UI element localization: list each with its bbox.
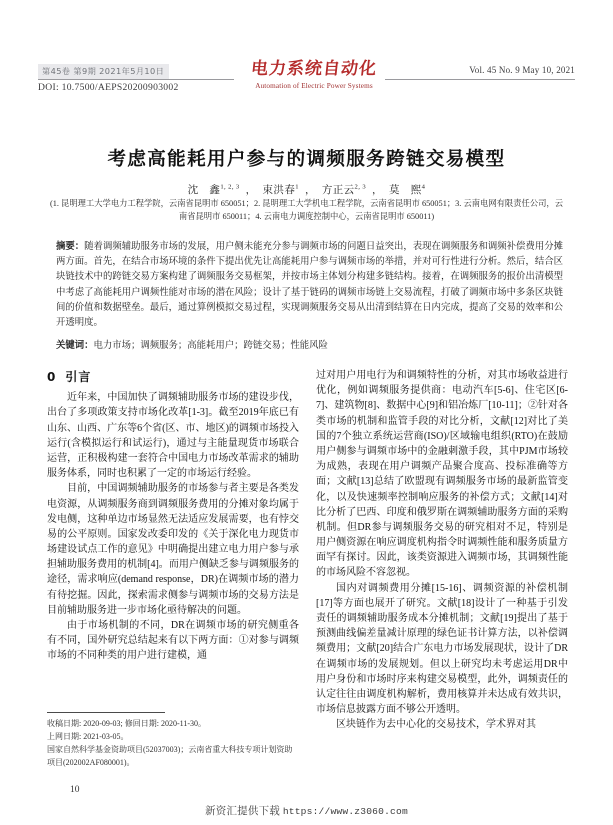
keywords-block [56,338,563,354]
abstract-text: 随着调频辅助服务市场的发展，用户侧未能充分参与调频市场的问题日益突出，表现在调频服务和调频补偿费用分摊两方面。首先，在结合市场环境的条件下提出优先让高能耗用户参与调频市场的举措，并对可行性进行分析。然后，结合区块链技术中的跨链交易方案构建了调频服务交易框架，并按市场主体划分构建多链结构。接着，在调频服务的报价出清模型中考虑了高能耗用户调频性能对市场的潜在风险；设计了基于链码的调频市场链上交易流程，打破了调频市场中多条区块链间的价值和数据壁垒。最后，通过算例模拟交易过程，实现调频服务交易从出清到结算在日内完成，提高了交易的效率和公开透明度。 [56,242,563,329]
body-column-left [47,368,299,664]
footnote-received-date: 收稿日期: 2020-09-03; 修回日期: 2020-11-30。 [47,719,207,728]
paragraph: 国内对调频费用分摊[15-16]、调频资源的补偿机制[17]等方面也展开了研究。文献[18]设计了一种基于引发责任的调频辅助服务成本分摊机制；文献[19]提出了基于预测曲线偏差量减计原理的绿色证书计算方法，以补偿调频费用；文献[20]结合广东电力市场发展现状，设计了DR在调频市场的发展规划。但以上研究均未考虑运用DR中用户身份和市场时序来构建交易模型，此外，调频责任的认定往往由调度机构解析，费用核算并未达成有效共识，市场信息披露方面不够公开透明。 [316,582,568,716]
author-name: 沈 鑫 [187,185,221,196]
journal-title-english: Automation of Electric Power Systems [255,81,373,90]
section-number: 0 [47,370,57,384]
footnote-block [47,718,299,770]
section-title: 引言 [65,370,92,384]
masthead [38,59,575,104]
paragraph: 由于市场机制的不同，DR在调频市场的研究侧重各有不同，国外研究总结起来有以下两方面：①对参与调频市场的不同种类的用户进行建模，通 [47,620,299,662]
journal-logo [234,58,394,90]
author-name: 束洪春 [262,185,296,196]
keywords-text: 电力市场；调频服务；高能耗用户；跨链交易；性能风险 [93,341,328,351]
keywords-label: 关键词： [56,340,94,351]
author-affil-marker: 1 [295,183,299,191]
paragraph: 目前，中国调频辅助服务的市场参与者主要是各类发电资源，从调频服务商到调频服务费用的分摊对象均属于发电侧，这种单边市场显然无法适应发展需要，也有悖交易的公平原则。国家发改委印发的《关于深化电力现货市场建设试点工作的意见》中明确提出建立电力用户参与承担辅助服务费用的机制[4]。而用户侧缺乏参与调频服务的途径，需求响应(demand response，DR)在调频市场的潜力有待挖掘。因此，探索需求侧参与调频市场的交易方法是目前辅助服务进一步市场化亟待解决的问题。 [47,483,299,616]
doi-text: DOI: 10.7500/AEPS20200903002 [38,82,179,93]
footnote-divider [47,712,165,713]
footnote-funding: 国家自然科学基金资助项目(52037003)；云南省重大科技专项计划资助项目(202002AF080001)。 [47,744,293,767]
volume-issue-english: Vol. 45 No. 9 May 10, 2021 [469,65,575,75]
author-affil-marker: 1, 2, 3 [220,183,240,191]
abstract-label: 摘要： [56,241,85,252]
author-affil-marker: 4 [421,183,426,191]
author-entry [188,185,240,196]
page-number: 10 [70,785,80,795]
download-watermark [0,803,613,818]
abstract-block [56,239,563,331]
paragraph: 过对用户用电行为和调频特性的分析，对其市场收益进行优化，例如调频服务提供商：电动汽车[5-6]、住宅区[6-7]、建筑物[8]、数据中心[9]和铝冶炼厂[10-11]；②针对各类市场的机制和监管手段的对比分析，文献[12]对比了美国的7个独立系统运营商(ISO)/区域输电组织(RTO)在鼓励用户侧参与调频市场中的金融刺激手段，其中PJM市场较为成熟，表现在用户调频产品聚合度高、投标准确等方面；文献[13]总结了欧盟现有调频服务市场的最新监管变化，以及快速频率控制响应服务的补偿方式；文献[14]对比分析了巴西、印度和俄罗斯在调频辅助服务方面的采购机制。但DR参与调频服务交易的研究相对不足，特别是用户侧资源在响应调度机构指令时调频性能和服务质量方面罕有探讨。因此，该类资源进入调频市场，其调频性能的市场风险不容忽视。 [316,370,568,579]
author-affiliations: (1. 昆明理工大学电力工程学院，云南省昆明市 650051；2. 昆明理工大学机电工程学院，云南省昆明市 650051；3. 云南电网有限责任公司，云南省昆明市 650011；4. 云南电力调度控制中心，云南省昆明市 650011) [49,199,564,221]
author-name: 莫 熙 [388,185,422,196]
article-title: 考虑高能耗用户参与的调频服务跨链交易模型 [107,149,506,170]
section-heading-intro [47,368,299,386]
author-name: 方正云 [321,185,355,196]
masthead-rule-right [385,79,575,80]
author-entry [322,185,366,196]
author-entry [263,185,299,196]
author-affil-marker: 2, 3 [354,183,367,191]
volume-issue-chinese: 第45卷 第9期 2021年5月10日 [38,64,169,79]
masthead-rule-left [38,79,234,80]
author-entry [389,185,425,196]
watermark-label: 新资汇提供下载 [205,806,280,817]
journal-title-chinese: 电力系统自动化 [249,59,379,79]
watermark-url: https://www.z3060.com [282,806,408,817]
author-list: 沈 鑫$^{1, 2, 3}$ ， 束洪春$^1$ ， 方正云$^{2, 3}$ ， 莫 熙$^4$ [187,183,426,196]
body-column-right [316,368,568,733]
paragraph: 区块链作为去中心化的交易技术，学术界对其 [336,719,536,731]
footnote-online-date: 上网日期: 2021-03-05。 [47,731,129,741]
paragraph: 近年来，中国加快了调频辅助服务市场的建设步伐，出台了多项政策支持市场化改革[1-3]。截至2019年底已有山东、山西、广东等6个省(区、市、地区)的调频市场投入运行(含模拟运行和试运行)，通过与主能量现货市场联合运营，正积极构建一套符合中国电力市场改革需求的辅助服务体系，同时也积累了一定的市场运行经验。 [47,392,299,480]
